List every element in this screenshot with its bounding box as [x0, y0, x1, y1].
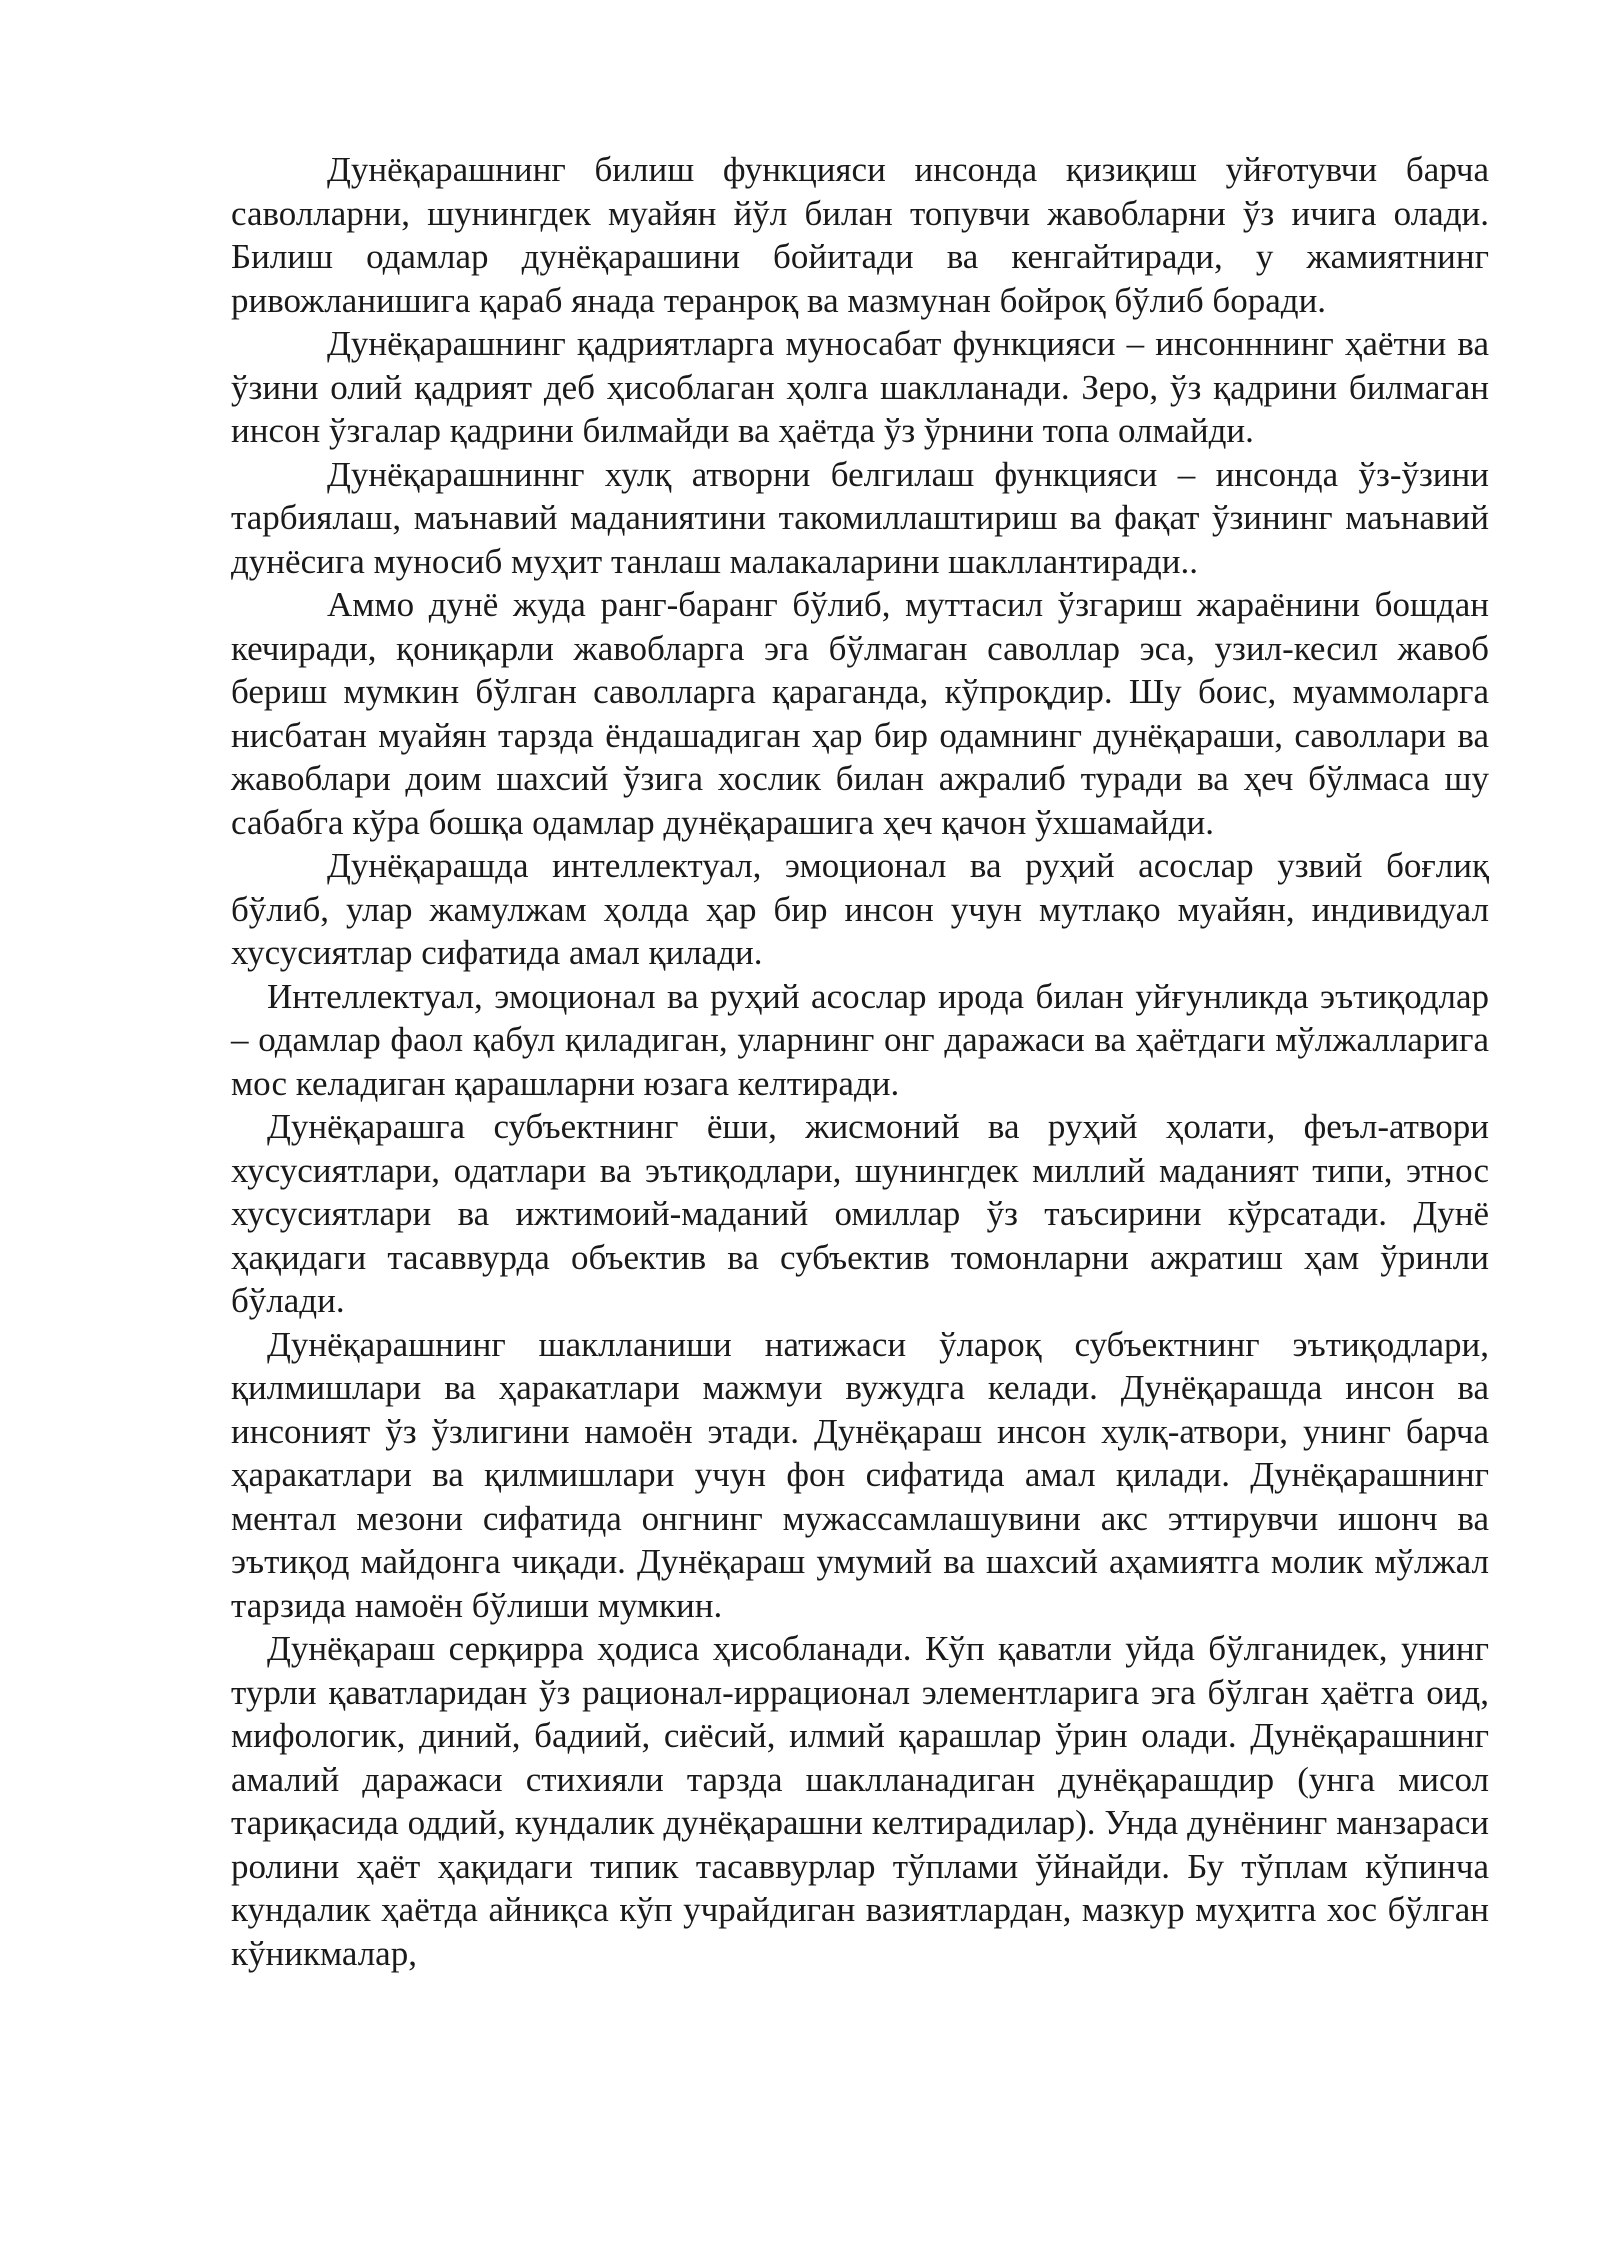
paragraph-9: Дунёқараш серқирра ҳодиса ҳисобланади. Кўп қаватли уйда бўлганидек, унинг турли қаватларидан ўз рационал-иррационал элементларига эга бўлган ҳаётга оид, мифологик, диний, бадиий, сиёсий, илмий қарашлар ўрин олади. Дунёқарашнинг амалий даражаси стихияли тарзда шаклланадиган дунёқарашдир (унга мисол тариқасида оддий, кундалик дунёқарашни келтирадилар). Унда дунёнинг манзараси ролини ҳаёт ҳақидаги типик тасаввурлар тўплами ўйнайди. Бу тўплам кўпинча кундалик ҳаётда айниқса кўп учрайдиган вазиятлардан, мазкур муҳитга хос бўлган кўникмалар, [231, 1629, 1489, 1973]
paragraph-3: Дунёқарашниннг хулқ атворни белгилаш функцияси – инсонда ўз-ўзини тарбиялаш, маънавий маданиятини такомиллаштириш ва фақат ўзининг маънавий дунёсига муносиб муҳит танлаш малакаларини шакллантиради.. [231, 454, 1489, 581]
paragraph-4: Аммо дунё жуда ранг-баранг бўлиб, муттасил ўзгариш жараёнини бошдан кечиради, қониқарли жавобларга эга бўлмаган саволлар эса, узил-кесил жавоб бериш мумкин бўлган саволларга қараганда, кўпроқдир. Шу боис, муаммоларга нисбатан муайян тарзда ёндашадиган ҳар бир одамнинг дунёқараши, саволлари ва жавоблари доим шахсий ўзига хослик билан ажралиб туради ва ҳеч бўлмаса шу сабабга кўра бошқа одамлар дунёқарашига ҳеч қачон ўхшамайди. [231, 585, 1489, 842]
paragraph-5: Дунёқарашда интеллектуал, эмоционал ва руҳий асослар узвий боғлиқ бўлиб, улар жамулжам ҳолда ҳар бир инсон учун мутлақо муайян, индивидуал хусусиятлар сифатида амал қилади. [231, 846, 1489, 972]
paragraph-7: Дунёқарашга субъектнинг ёши, жисмоний ва руҳий ҳолати, феъл-атвори хусусиятлари, одатлари ва эътиқодлари, шунингдек миллий маданият типи, этнос хусусиятлари ва ижтимоий-маданий омиллар ўз таъсирини кўрсатади. Дунё ҳақидаги тасаввурда объектив ва субъектив томонларни ажратиш ҳам ўринли бўлади. [231, 1107, 1489, 1320]
paragraph-6: Интеллектуал, эмоционал ва руҳий асослар ирода билан уйғунликда эътиқодлар – одамлар фаол қабул қиладиган, уларнинг онг даражаси ва ҳаётдаги мўлжалларига мос келадиган қарашларни юзага келтиради. [231, 976, 1489, 1103]
document-page [231, 148, 1489, 1975]
paragraph-2: Дунёқарашнинг қадриятларга муносабат функцияси – инсонннинг ҳаётни ва ўзини олий қадрият деб ҳисоблаган ҳолга шаклланади. Зеро, ўз қадрини билмаган инсон ўзгалар қадрини билмайди ва ҳаётда ўз ўрнини топа олмайди. [231, 324, 1489, 450]
paragraph-1: Дунёқарашнинг билиш функцияси инсонда қизиқиш уйғотувчи барча саволларни, шунингдек муайян йўл билан топувчи жавобларни ўз ичига олади. Билиш одамлар дунёқарашини бойитади ва кенгайтиради, у жамиятнинг ривожланишига қараб янада теранроқ ва мазмунан бойроқ бўлиб боради. [231, 150, 1489, 320]
paragraph-8: Дунёқарашнинг шаклланиши натижаси ўлароқ субъектнинг эътиқодлари, қилмишлари ва ҳаракатлари мажмуи вужудга келади. Дунёқарашда инсон ва инсоният ўз ўзлигини намоён этади. Дунёқараш инсон хулқ-атвори, унинг барча ҳаракатлари ва қилмишлари учун фон сифатида амал қилади. Дунёқарашнинг ментал мезони сифатида онгнинг мужассамлашувини акс эттирувчи ишонч ва эътиқод майдонга чиқади. Дунёқараш умумий ва шахсий аҳамиятга молик мўлжал тарзида намоён бўлиши мумкин. [231, 1324, 1489, 1625]
